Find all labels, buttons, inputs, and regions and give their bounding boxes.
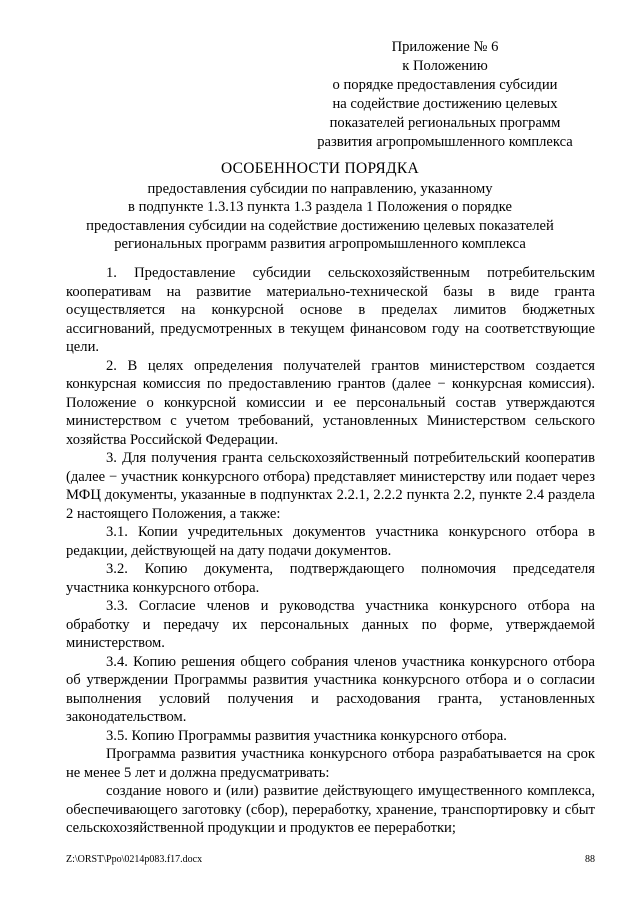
appendix-line: Приложение № 6: [391, 39, 499, 55]
title-line: региональных программ развития агропромышленного комплекса: [114, 236, 526, 252]
appendix-line: развития агропромышленного комплекса: [317, 134, 573, 150]
appendix-line: к Положению: [402, 58, 488, 74]
paragraph-program: Программа развития участника конкурсного отбора разрабатывается на срок не менее 5 лет и должна предусматривать:: [66, 746, 595, 781]
paragraph-2: 2. В целях определения получателей грантов министерством создается конкурсная комиссия по предоставлению грантов (далее − конкурсная комиссия). Положение о конкурсной комиссии и ее персональный состав утверждаются министерством с учетом требований, установленных Министерством сельского хозяйства Российской Федерации.: [66, 357, 595, 448]
appendix-line: показателей региональных программ: [329, 115, 561, 131]
file-path: Z:\ORST\Ppo\0214p083.f17.docx: [66, 854, 203, 865]
paragraph-3-5: 3.5. Копию Программы развития участника конкурсного отбора.: [106, 727, 507, 744]
paragraph-1: 1. Предоставление субсидии сельскохозяйственным потребительским кооперативам на развитие материально-технической базы в виде гранта осуществляется на конкурсной основе в пределах лимитов бюджетных ассигнований, предусмотренных в текущем финансовом году на соответствующие цели.: [66, 265, 595, 355]
page-number: 88: [585, 854, 595, 865]
appendix-header: [300, 38, 590, 152]
paragraph-3-4: 3.4. Копию решения общего собрания членов участника конкурсного отбора об утверждении Программы развития участника конкурсного отбора и о согласии выполнения условий получения и расходования гранта, установленных законодательством.: [66, 653, 595, 725]
title-line: предоставления субсидии на содействие достижению целевых показателей: [86, 217, 554, 234]
paragraph-3-2: 3.2. Копию документа, подтверждающего полномочия председателя участника конкурсного отбора.: [66, 561, 595, 596]
paragraph-3: 3. Для получения гранта сельскохозяйственный потребительский кооператив (далее − участник конкурсного отбора) представляет министерству или подает через МФЦ документы, указанные в подпунктах 2.2.1, 2.2.2 пункта 2.2, пункте 2.4 раздела 2 настоящего Положения, а также:: [66, 450, 595, 522]
paragraph-3-1: 3.1. Копии учредительных документов участника конкурсного отбора в редакции, действующей на дату подачи документов.: [66, 524, 595, 559]
appendix-line: на содействие достижению целевых: [332, 96, 558, 112]
paragraph-3-3: 3.3. Согласие членов и руководства участника конкурсного отбора на обработку и передачу их персональных данных по форме, утверждаемой министерством.: [66, 598, 595, 651]
appendix-line: о порядке предоставления субсидии: [332, 77, 558, 93]
document-title: [60, 160, 580, 254]
title-line: в подпункте 1.3.13 пункта 1.3 раздела 1 Положения о порядке: [128, 199, 512, 215]
paragraph-program-item: создание нового и (или) развитие действующего имущественного комплекса, обеспечивающего заготовку (сбор), переработку, хранение, транспортировку и сбыт сельскохозяйственной продукции и продуктов ее переработки;: [66, 783, 595, 836]
document-body: [66, 264, 595, 838]
title-line: предоставления субсидии по направлению, указанному: [147, 180, 493, 197]
title-heading: ОСОБЕННОСТИ ПОРЯДКА: [220, 160, 420, 177]
